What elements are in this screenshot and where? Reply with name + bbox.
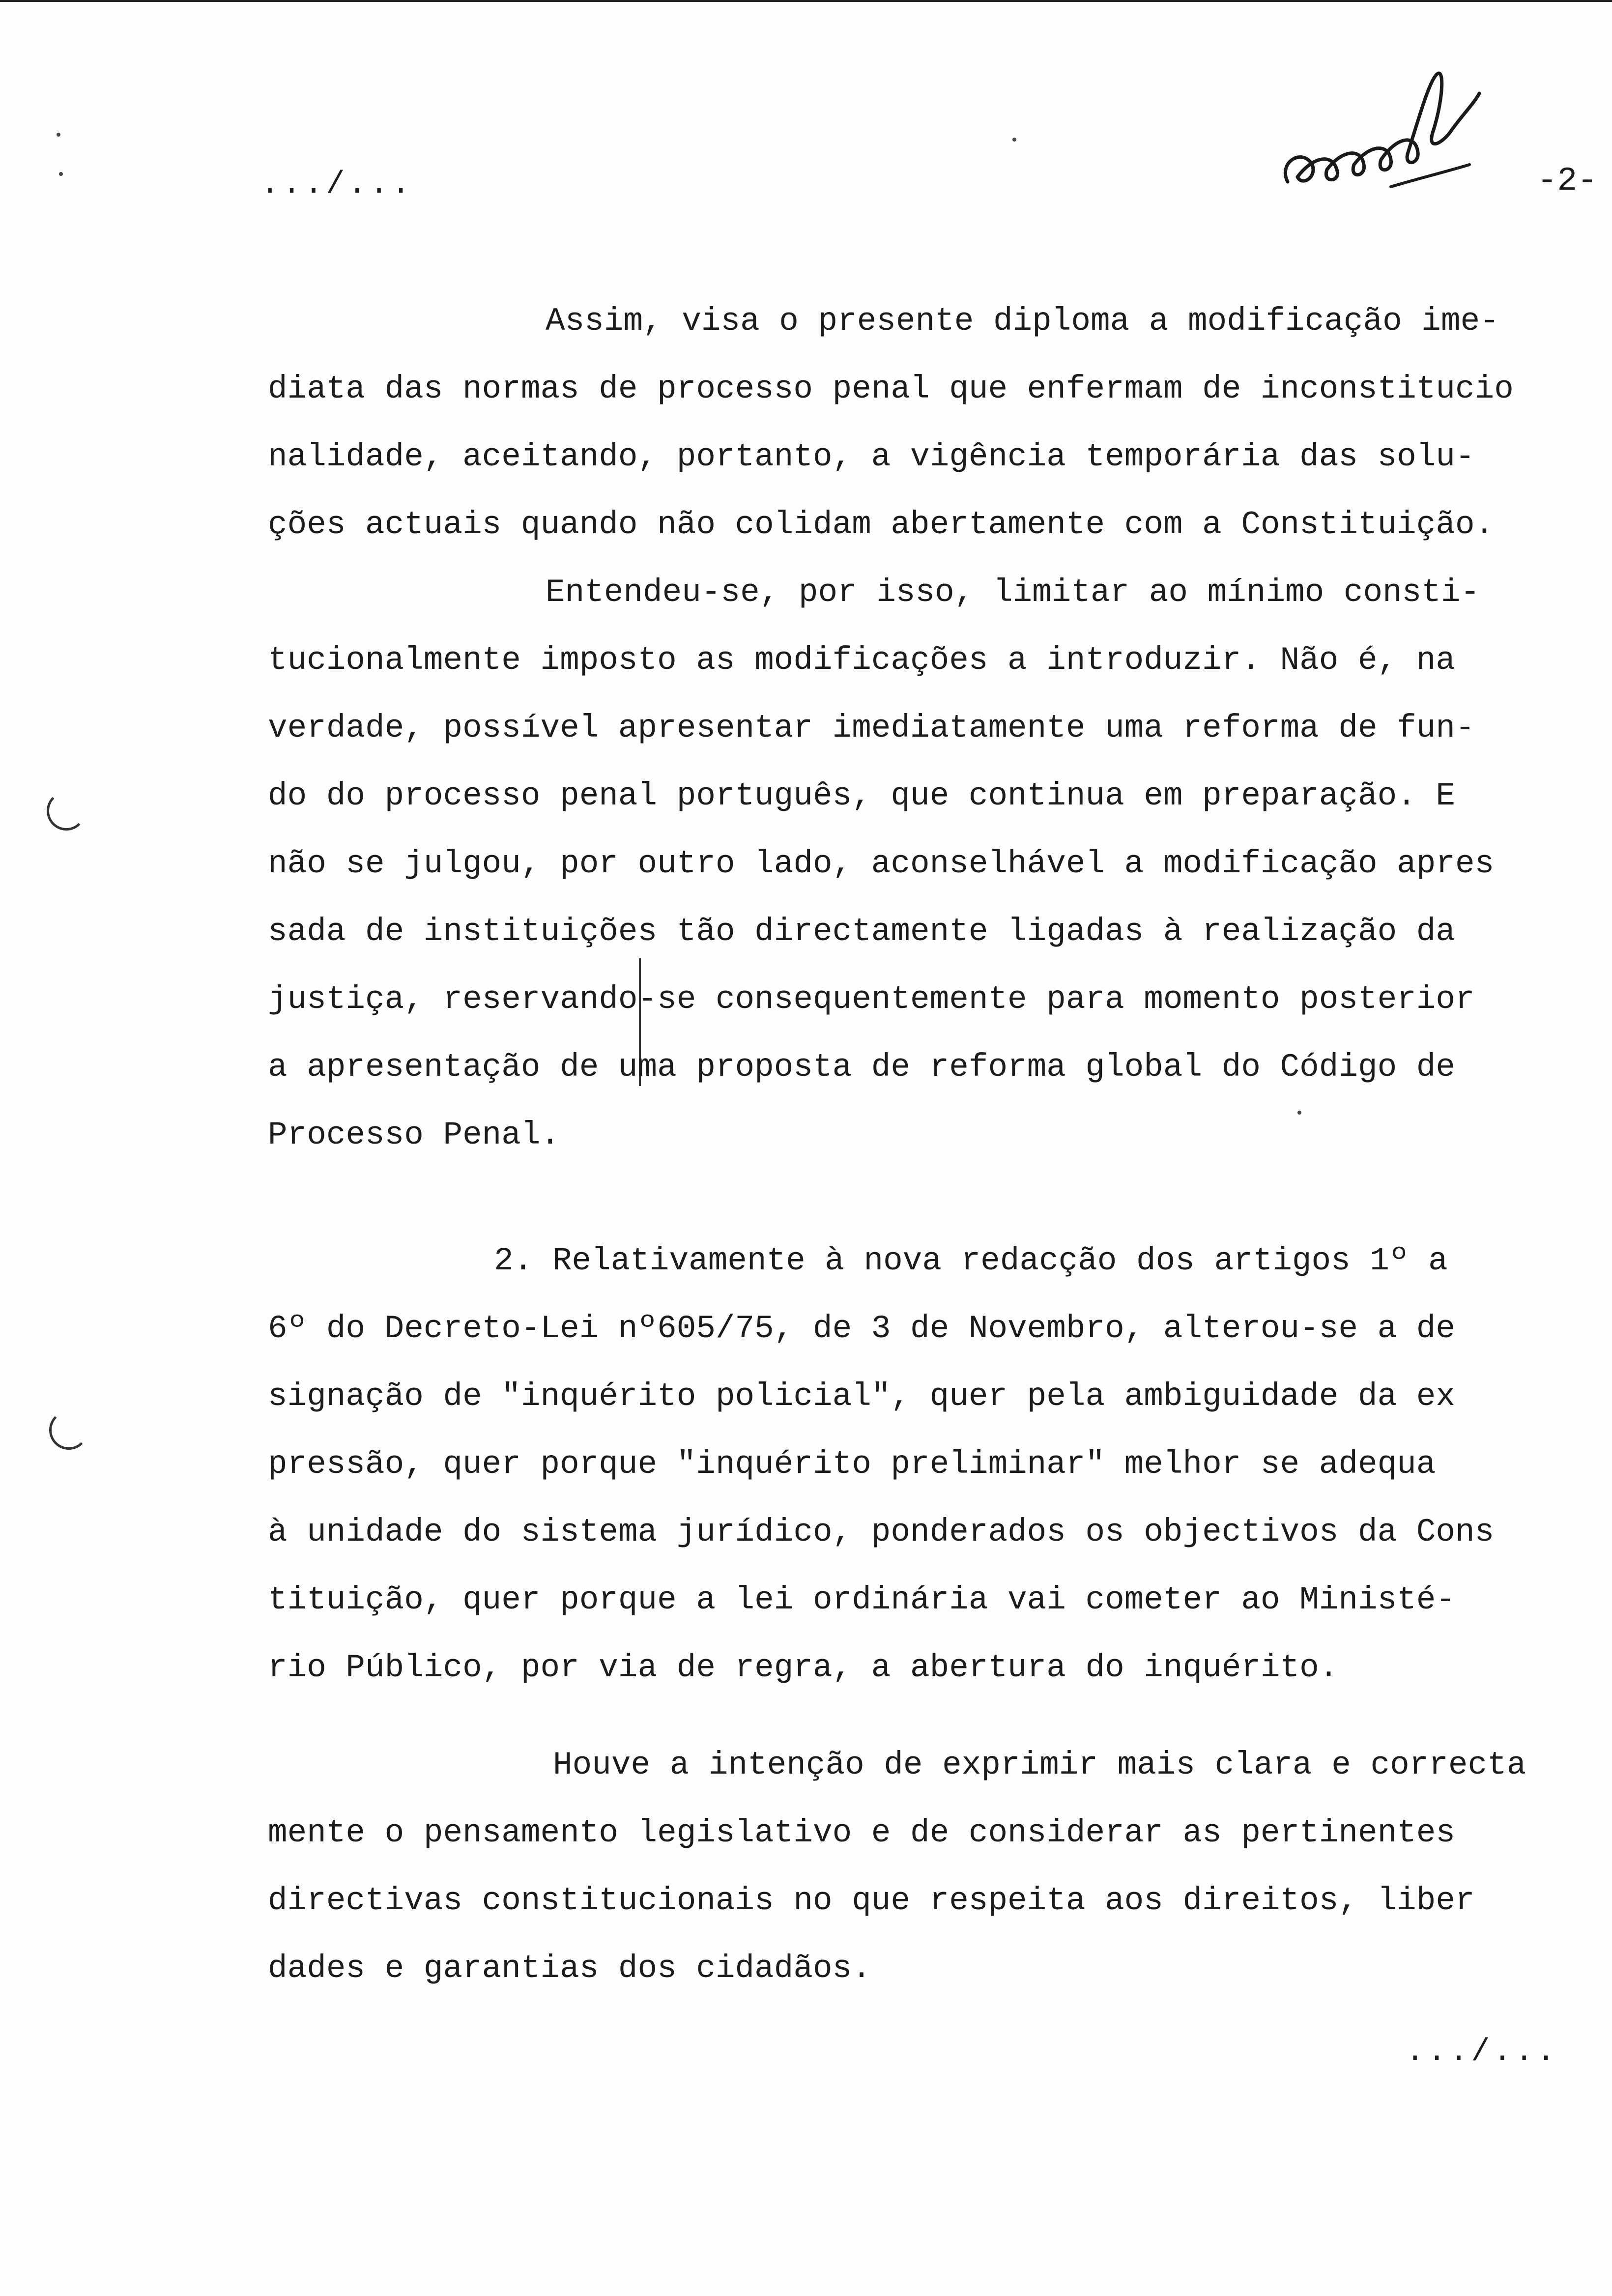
handwritten-initials-signature (1268, 59, 1494, 216)
text-line: directivas constitucionais no que respeita aos direitos, liber (268, 1882, 1475, 1919)
top-border-line (0, 0, 1612, 2)
text-line: 6º do Decreto-Lei nº605/75, de 3 de Novembro, alterou-se a de (268, 1310, 1455, 1347)
scan-speck (59, 172, 63, 176)
text-line: tituição, quer porque a lei ordinária vai cometer ao Ministé- (268, 1581, 1455, 1618)
continuation-marker-top: .../... (260, 167, 413, 202)
paragraph-spacer (268, 1169, 1526, 1227)
continuation-marker-bottom: .../... (1406, 2035, 1558, 2070)
text-line: Processo Penal. (268, 1117, 560, 1153)
text-line: pressão, quer porque "inquérito preliminar" melhor se adequa (268, 1446, 1436, 1483)
text-line: nalidade, aceitando, portanto, a vigência temporária das solu- (268, 438, 1475, 475)
text-line: à unidade do sistema jurídico, ponderados os objectivos da Cons (268, 1514, 1495, 1550)
paragraph-houve (268, 1731, 1526, 2003)
text-line: verdade, possível apresentar imediatamente uma reforma de fun- (268, 710, 1475, 746)
binder-hole-mark (47, 791, 86, 831)
paragraph-entendeu (268, 559, 1526, 1169)
paragraph-assim (268, 287, 1526, 559)
scan-speck (1012, 138, 1016, 142)
text-line: justiça, reservando-se consequentemente para momento posterior (268, 981, 1475, 1018)
text-line: sada de instituições tão directamente ligadas à realização da (268, 913, 1455, 950)
paragraph-section-2 (268, 1227, 1526, 1702)
text-line: dades e garantias dos cidadãos. (268, 1950, 871, 1987)
scan-speck (57, 133, 60, 137)
text-line: rio Público, por via de regra, a abertura do inquérito. (268, 1649, 1339, 1686)
text-line: a apresentação de uma proposta de reforma global do Código de (268, 1049, 1455, 1086)
binder-hole-mark (49, 1410, 88, 1450)
text-line: mente o pensamento legislativo e de considerar as pertinentes (268, 1814, 1455, 1851)
text-line: signação de "inquérito policial", quer pela ambiguidade da ex (268, 1378, 1455, 1415)
text-line: Assim, visa o presente diploma a modificação ime- (546, 303, 1499, 340)
text-line: 2. Relativamente à nova redacção dos artigos 1º a (494, 1242, 1448, 1279)
page-number: -2- (1537, 162, 1597, 200)
text-line: Houve a intenção de exprimir mais clara e correcta (553, 1747, 1526, 1783)
text-line: não se julgou, por outro lado, aconselhável a modificação apres (268, 845, 1495, 882)
text-line: ções actuais quando não colidam abertamente com a Constituição. (268, 506, 1495, 543)
text-line: Entendeu-se, por isso, limitar ao mínimo consti- (546, 574, 1480, 611)
text-line: tucionalmente imposto as modificações a introduzir. Não é, na (268, 642, 1455, 679)
paragraph-spacer (268, 1702, 1526, 1731)
text-line: diata das normas de processo penal que enfermam de inconstitucio (268, 371, 1514, 407)
body-text (268, 287, 1526, 2003)
text-line: do do processo penal português, que continua em preparação. E (268, 777, 1455, 814)
